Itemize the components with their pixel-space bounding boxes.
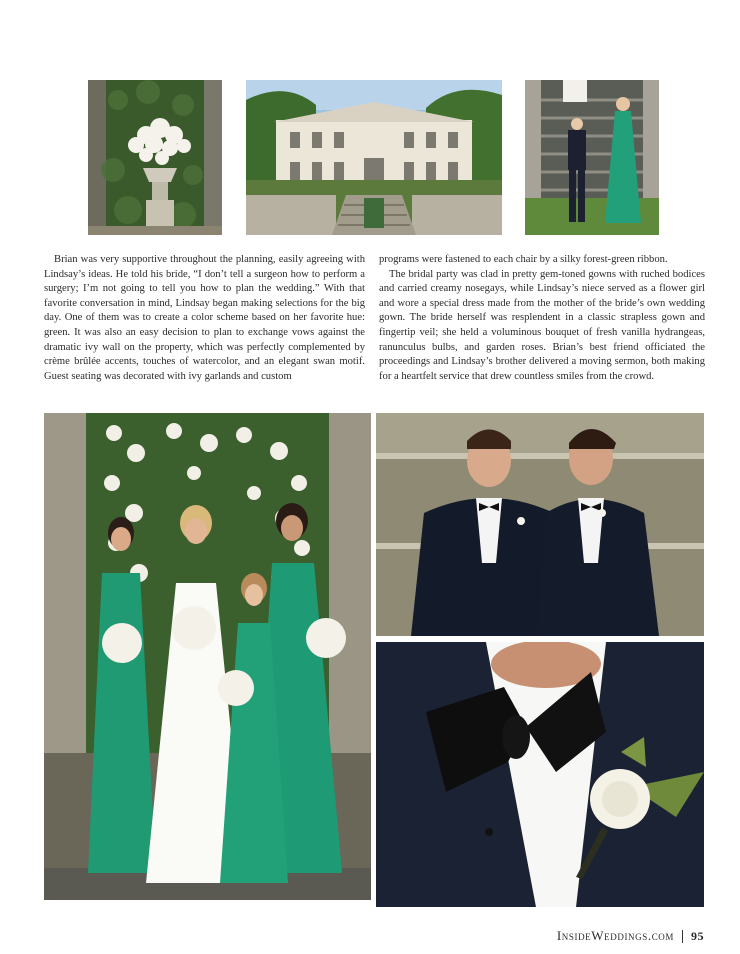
flower-girl-ring-bearer-photo <box>525 80 659 235</box>
article-right-column <box>379 253 705 384</box>
groom-best-man-photo <box>376 413 704 636</box>
page-number: 95 <box>691 928 704 943</box>
paragraph: The bridal party was clad in pretty gem-toned gowns with ruched bodices and carried creamy nosegays, while Lindsay’s niece served as a flower girl and wore a special dress made from the mother of the bride’s own wedding gown. The bride herself was resplendent in a classic strapless gown and fingertip veil; she held a voluminous bouquet of fresh vanilla hydrangeas, ranunculus bulbs, and garden roses. Brian’s best friend officiated the proceedings and Lindsay’s brother delivered a moving sermon, both making for a heartfelt service that drew countless smiles from the crowd. <box>379 268 705 382</box>
page-footer <box>557 928 704 944</box>
paragraph: programs were fastened to each chair by a silky forest-green ribbon. <box>379 254 668 265</box>
floral-urn-ivy-wall-photo <box>88 80 222 235</box>
publication-name: InsideWeddings.com <box>556 928 674 943</box>
footer-divider <box>682 930 683 943</box>
article-left-column <box>44 253 365 384</box>
paragraph: Brian was very supportive throughout the planning, easily agreeing with Lindsay’s ideas. He told his bride, “I don’t tell a surgeon how to perform a surgery; I’m not going to tell you how to plan the wedding.” With that favorite conversation in mind, Lindsay began making selections for the big day. One of them was to create a color scheme based on her favorite hue: green. It was also an easy decision to plan to exchange vows against the dramatic ivy wall on the property, which was perfectly complemented by crème brûlée accents, touches of watercolor, and an elegant swan motif. Guest seating was decorated with ivy garlands and custom <box>44 254 365 382</box>
mansion-exterior-photo <box>246 80 502 235</box>
bridal-party-photo <box>44 413 371 900</box>
boutonniere-closeup-photo <box>376 642 704 907</box>
